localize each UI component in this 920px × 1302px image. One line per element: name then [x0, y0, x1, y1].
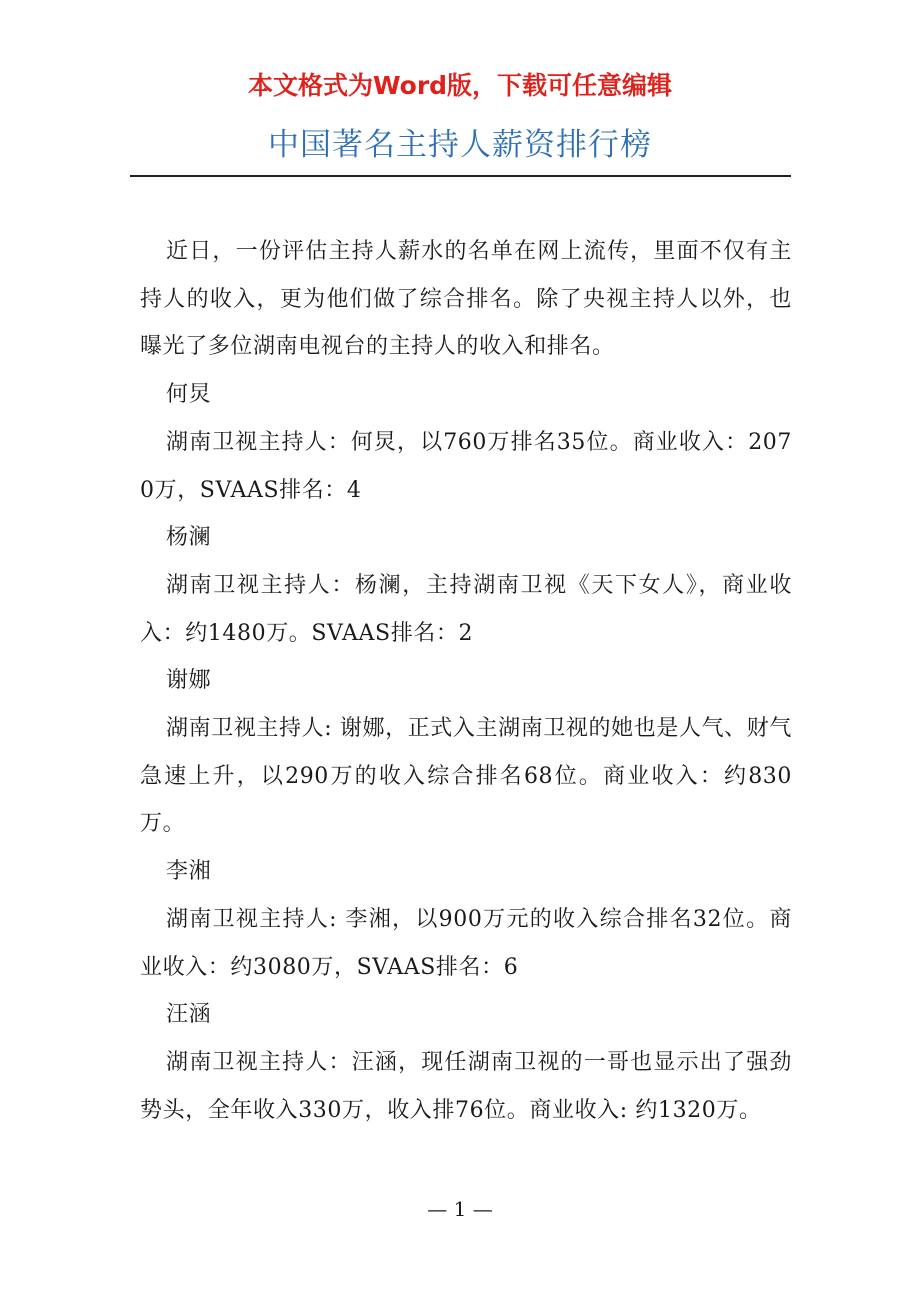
host-name-li-xiang: 李湘: [166, 859, 212, 885]
host-name-he-jiong: 何炅: [166, 382, 212, 408]
host-name-wang-han: 汪涵: [166, 1002, 212, 1028]
document-body: [140, 228, 792, 1134]
page-number: — 1 —: [427, 1197, 493, 1221]
document-title: 中国著名主持人薪资排行榜: [268, 127, 652, 163]
title-divider: [130, 175, 791, 177]
host-detail-yang-lan: 湖南卫视主持人：杨澜，主持湖南卫视《天下女人》，商业收入：约1480万。SVAAS排名：2: [140, 572, 792, 646]
host-detail-xie-na: 湖南卫视主持人: 谢娜，正式入主湖南卫视的她也是人气、财气急速上升，以290万的收入综合排名68位。商业收入：约830万。: [140, 716, 792, 837]
intro-paragraph: 近日，一份评估主持人薪水的名单在网上流传，里面不仅有主持人的收入，更为他们做了综合排名。除了央视主持人以外，也曝光了多位湖南电视台的主持人的收入和排名。: [140, 239, 792, 360]
host-detail-wang-han: 湖南卫视主持人：汪涵，现任湖南卫视的一哥也显示出了强劲势头，全年收入330万，收入排76位。商业收入: 约1320万。: [140, 1049, 792, 1123]
host-detail-li-xiang: 湖南卫视主持人: 李湘，以900万元的收入综合排名32位。商业收入：约3080万，SVAAS排名：6: [140, 906, 792, 980]
host-name-yang-lan: 杨澜: [166, 525, 212, 551]
host-name-xie-na: 谢娜: [166, 668, 212, 694]
format-notice: 本文格式为Word版，下载可任意编辑: [247, 71, 673, 100]
host-detail-he-jiong: 湖南卫视主持人：何炅，以760万排名35位。商业收入：2070万，SVAAS排名：4: [140, 429, 792, 503]
